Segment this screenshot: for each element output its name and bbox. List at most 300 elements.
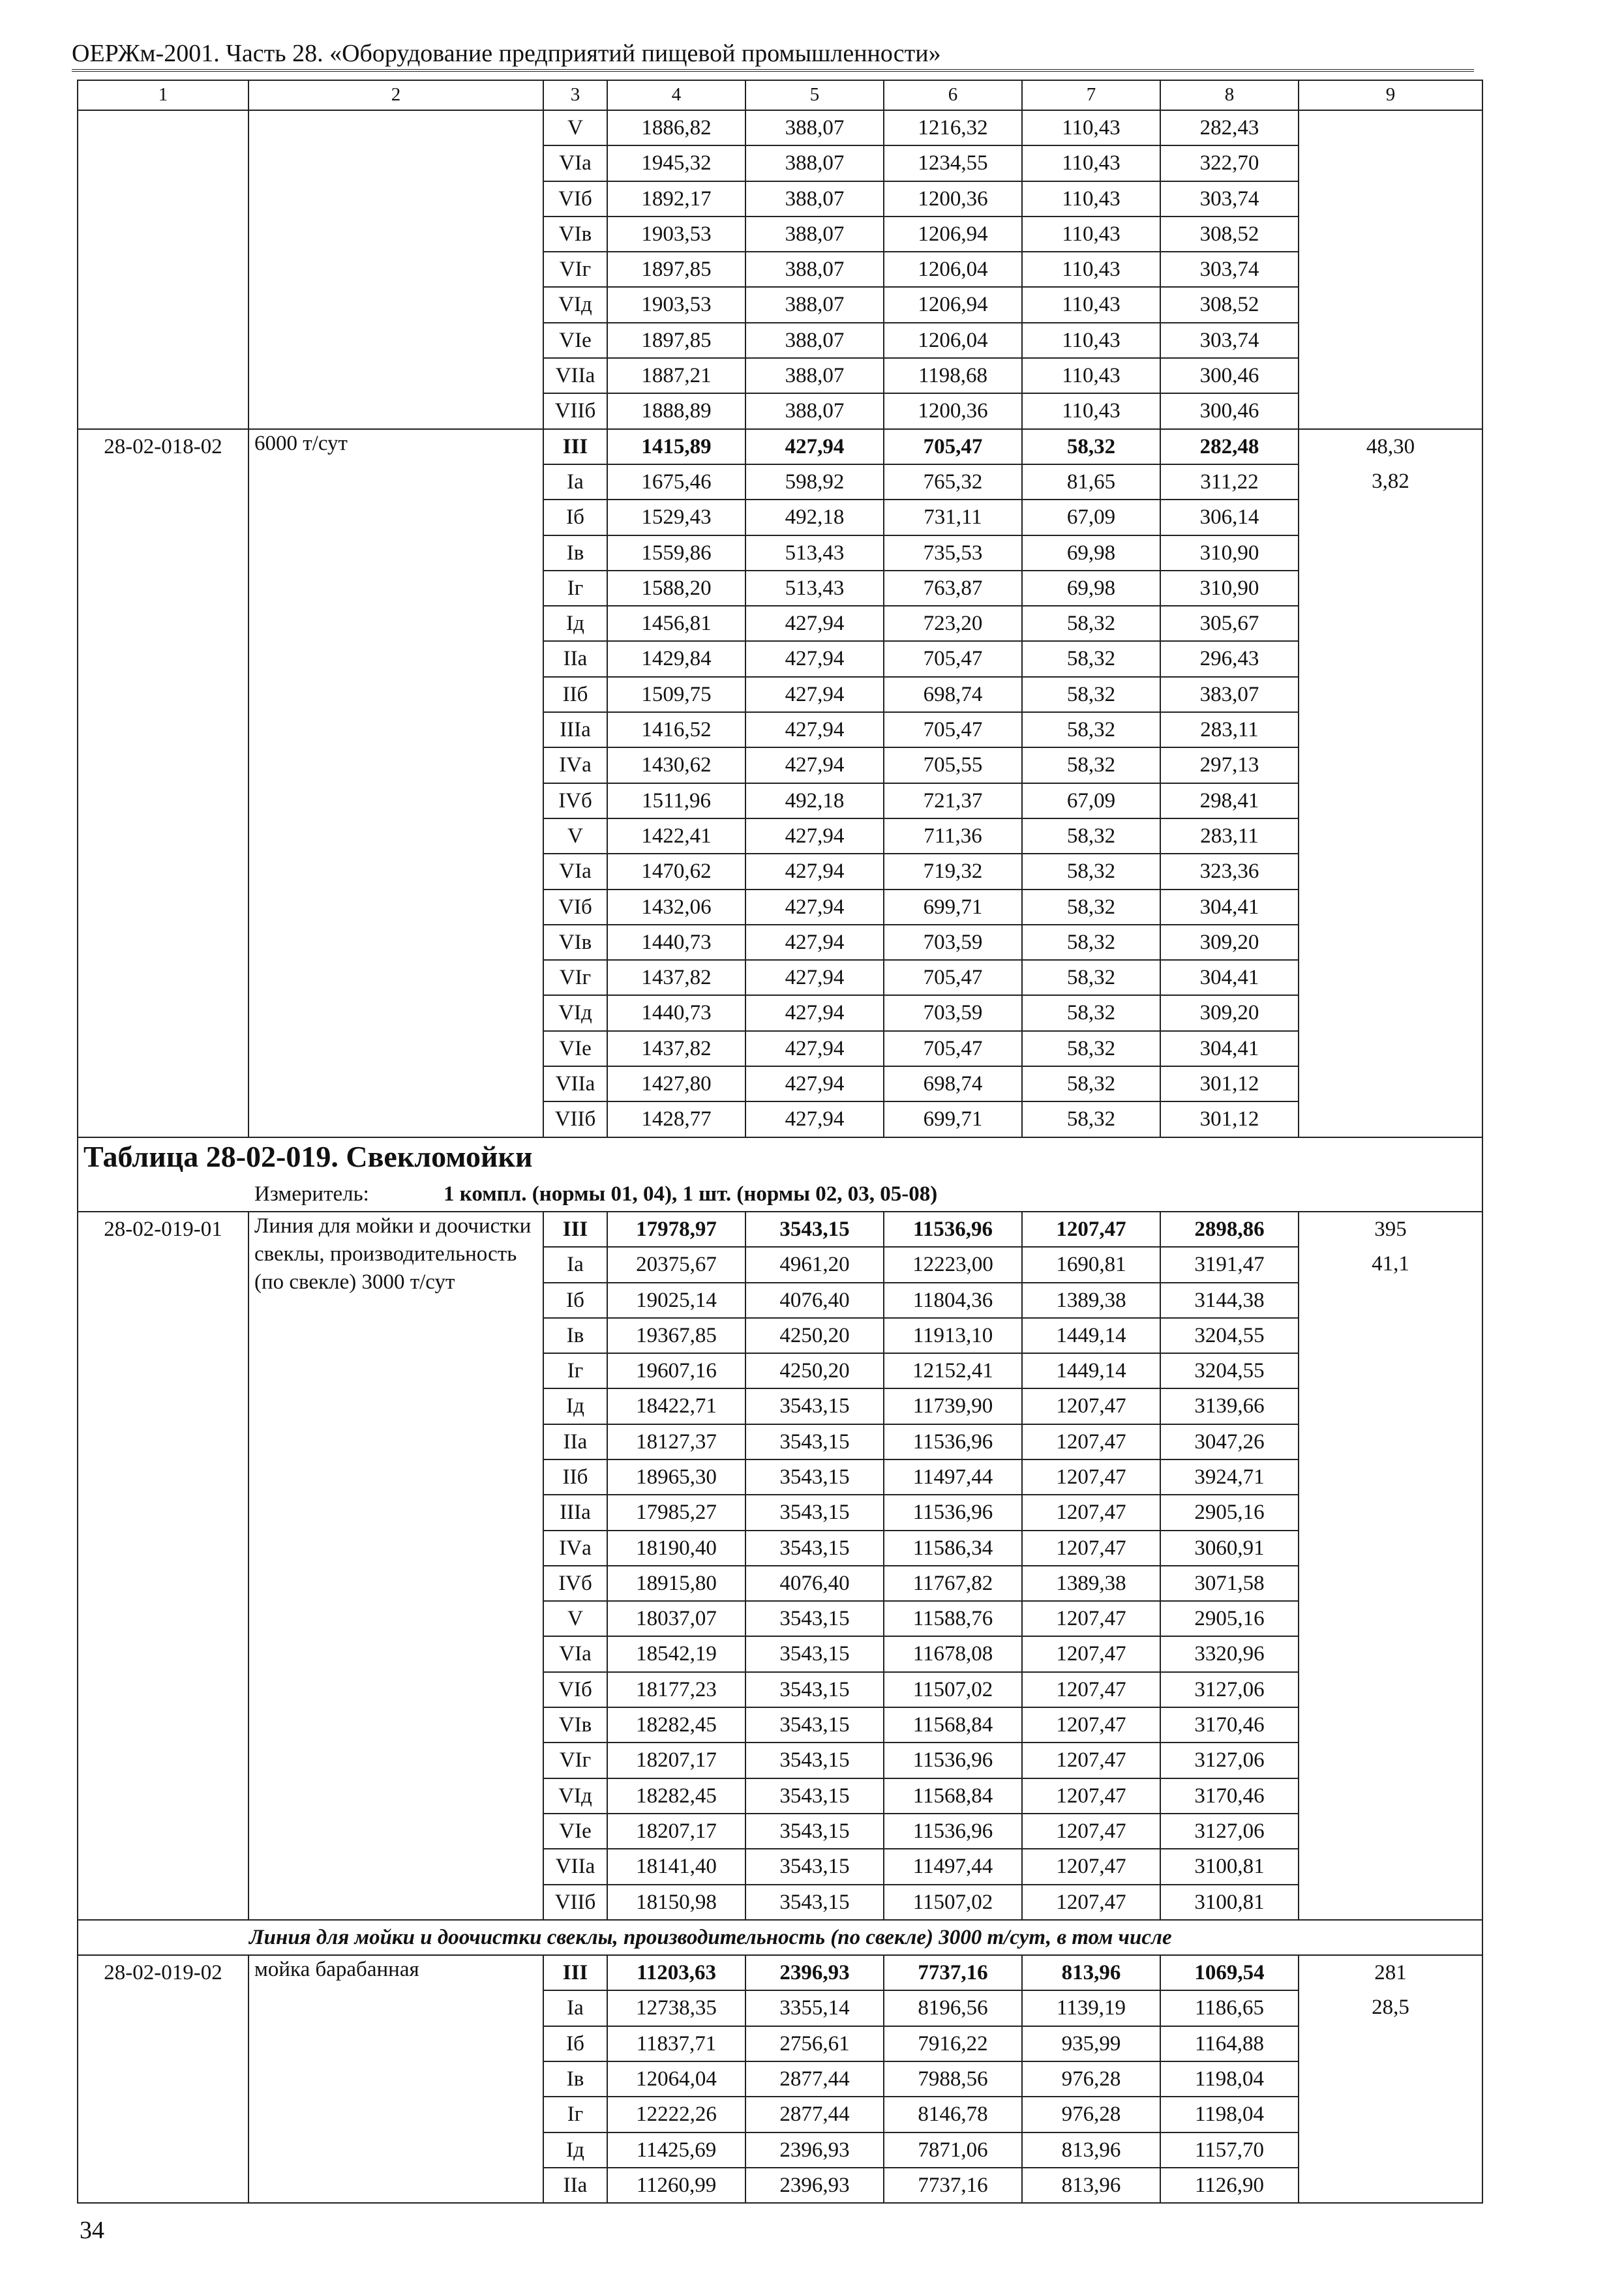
table-cell: 69,98 — [1022, 535, 1160, 571]
table-cell: 308,52 — [1160, 217, 1299, 252]
table-cell: 1207,47 — [1022, 1495, 1160, 1530]
table-cell: 723,20 — [884, 606, 1022, 641]
table-cell: 58,32 — [1022, 677, 1160, 712]
table-cell: 1430,62 — [607, 747, 745, 783]
table-cell: 304,41 — [1160, 890, 1299, 925]
column-number: 9 — [1299, 80, 1482, 110]
table-cell: 3543,15 — [745, 1388, 884, 1424]
column-number: 1 — [78, 80, 248, 110]
table-cell: 58,32 — [1022, 641, 1160, 676]
table-cell: 310,90 — [1160, 535, 1299, 571]
table-cell: 705,47 — [884, 429, 1022, 464]
table-cell: 1903,53 — [607, 217, 745, 252]
table-cell: VIIб — [543, 1101, 607, 1137]
table-cell: 2905,16 — [1160, 1601, 1299, 1636]
table-cell: 1206,04 — [884, 252, 1022, 287]
table-cell: 1206,04 — [884, 323, 1022, 358]
table-cell: 110,43 — [1022, 287, 1160, 322]
table-cell: VIIа — [543, 1849, 607, 1884]
table-cell: IVб — [543, 783, 607, 818]
table-cell: 1415,89 — [607, 429, 745, 464]
table-cell: IIа — [543, 1424, 607, 1459]
table-cell: 1198,04 — [1160, 2097, 1299, 2132]
table-cell: 4076,40 — [745, 1283, 884, 1318]
table-cell: 1069,54 — [1160, 1955, 1299, 1990]
table-cell: 1207,47 — [1022, 1212, 1160, 1247]
table-cell: VIб — [543, 181, 607, 217]
table-cell: 703,59 — [884, 925, 1022, 960]
table-cell: 427,94 — [745, 747, 884, 783]
table-cell: 11536,96 — [884, 1743, 1022, 1778]
table-cell: 309,20 — [1160, 925, 1299, 960]
page-number: 34 — [80, 2217, 104, 2244]
table-cell: VIв — [543, 217, 607, 252]
table-cell: VIд — [543, 1778, 607, 1814]
table-cell: 67,09 — [1022, 500, 1160, 535]
code-cell: 28-02-019-01 — [78, 1212, 248, 1920]
table-cell: 1206,94 — [884, 287, 1022, 322]
table-cell: 303,74 — [1160, 181, 1299, 217]
table-cell: 11260,99 — [607, 2168, 745, 2203]
table-cell: 3071,58 — [1160, 1566, 1299, 1601]
table-cell: 308,52 — [1160, 287, 1299, 322]
table-cell: 1139,19 — [1022, 1990, 1160, 2026]
table-cell: VIг — [543, 1743, 607, 1778]
table-cell: IIIа — [543, 712, 607, 747]
col9-cell: 395 — [1299, 1212, 1482, 1247]
table-cell: 1427,80 — [607, 1066, 745, 1101]
table-cell: 1440,73 — [607, 995, 745, 1030]
table-cell: VIе — [543, 1031, 607, 1066]
page-header: ОЕРЖм-2001. Часть 28. «Оборудование предприятий пищевой промышленности» — [72, 38, 1474, 72]
table-cell: 3543,15 — [745, 1743, 884, 1778]
column-number: 5 — [745, 80, 884, 110]
table-cell: 283,11 — [1160, 818, 1299, 854]
table-cell: 18282,45 — [607, 1707, 745, 1743]
table-cell: 1449,14 — [1022, 1318, 1160, 1353]
table-cell: 935,99 — [1022, 2026, 1160, 2061]
table-cell: 11536,96 — [884, 1495, 1022, 1530]
column-number: 4 — [607, 80, 745, 110]
table-cell: 388,07 — [745, 145, 884, 181]
table-cell: 4961,20 — [745, 1247, 884, 1282]
table-cell: 1207,47 — [1022, 1459, 1160, 1495]
table-cell: 20375,67 — [607, 1247, 745, 1282]
table-cell: 7871,06 — [884, 2132, 1022, 2168]
table-cell: 8196,56 — [884, 1990, 1022, 2026]
table-cell: 388,07 — [745, 323, 884, 358]
table-cell: 3170,46 — [1160, 1707, 1299, 1743]
col9-cell: 41,1 — [1299, 1247, 1482, 1282]
table-cell: Iв — [543, 535, 607, 571]
table-cell: III — [543, 429, 607, 464]
table-cell: 705,47 — [884, 712, 1022, 747]
table-cell: 11678,08 — [884, 1636, 1022, 1671]
column-number: 2 — [248, 80, 543, 110]
name-cell: 6000 т/сут — [248, 429, 543, 1137]
table-cell: 18542,19 — [607, 1636, 745, 1671]
table-cell: 1456,81 — [607, 606, 745, 641]
table-cell: 1437,82 — [607, 960, 745, 995]
code-cell — [78, 110, 248, 429]
table-cell: 12064,04 — [607, 2061, 745, 2097]
table-cell: 3127,06 — [1160, 1814, 1299, 1849]
table-cell: 11507,02 — [884, 1885, 1022, 1920]
table-cell: 388,07 — [745, 358, 884, 393]
table-cell: 69,98 — [1022, 571, 1160, 606]
table-cell: 7737,16 — [884, 2168, 1022, 2203]
table-cell: 1207,47 — [1022, 1743, 1160, 1778]
table-cell: 18177,23 — [607, 1672, 745, 1707]
table-cell: 282,43 — [1160, 110, 1299, 145]
table-cell: 110,43 — [1022, 358, 1160, 393]
table-cell: VIг — [543, 960, 607, 995]
table-cell: 1511,96 — [607, 783, 745, 818]
name-cell: мойка барабанная — [248, 1955, 543, 2203]
table-cell: 388,07 — [745, 252, 884, 287]
rates-table — [77, 80, 1483, 2204]
table-cell: 2756,61 — [745, 2026, 884, 2061]
table-cell: IIа — [543, 641, 607, 676]
table-cell: 18207,17 — [607, 1743, 745, 1778]
table-cell: 1588,20 — [607, 571, 745, 606]
table-cell: 303,74 — [1160, 323, 1299, 358]
table-cell: 18141,40 — [607, 1849, 745, 1884]
table-cell: 1422,41 — [607, 818, 745, 854]
table-row — [78, 110, 1482, 145]
table-cell: 58,32 — [1022, 1031, 1160, 1066]
table-cell: 1200,36 — [884, 181, 1022, 217]
table-cell: 11568,84 — [884, 1778, 1022, 1814]
table-cell: Iб — [543, 1283, 607, 1318]
table-cell: 11913,10 — [884, 1318, 1022, 1353]
table-cell: 311,22 — [1160, 464, 1299, 500]
table-cell: 110,43 — [1022, 323, 1160, 358]
table-cell: 513,43 — [745, 535, 884, 571]
table-cell: VIе — [543, 323, 607, 358]
table-cell: 58,32 — [1022, 960, 1160, 995]
table-cell: VIд — [543, 995, 607, 1030]
table-cell: 3924,71 — [1160, 1459, 1299, 1495]
table-cell: 2898,86 — [1160, 1212, 1299, 1247]
table-cell: 2877,44 — [745, 2097, 884, 2132]
table-cell: 1207,47 — [1022, 1531, 1160, 1566]
table-cell: 310,90 — [1160, 571, 1299, 606]
table-cell: 19607,16 — [607, 1353, 745, 1388]
table-cell: 1887,21 — [607, 358, 745, 393]
table-cell: IVб — [543, 1566, 607, 1601]
table-cell: 11837,71 — [607, 2026, 745, 2061]
table-cell: 765,32 — [884, 464, 1022, 500]
table-cell: 11739,90 — [884, 1388, 1022, 1424]
table-cell: 1234,55 — [884, 145, 1022, 181]
table-cell: 719,32 — [884, 854, 1022, 889]
meter-cell — [78, 1177, 1482, 1212]
table-cell: VIв — [543, 925, 607, 960]
table-cell: IIа — [543, 2168, 607, 2203]
column-number-row — [78, 80, 1482, 110]
table-cell: 3047,26 — [1160, 1424, 1299, 1459]
table-cell: 2877,44 — [745, 2061, 884, 2097]
table-cell: 58,32 — [1022, 854, 1160, 889]
table-cell: VIв — [543, 1707, 607, 1743]
table-cell: 2396,93 — [745, 2168, 884, 2203]
table-cell: 7737,16 — [884, 1955, 1022, 1990]
table-cell: 3543,15 — [745, 1778, 884, 1814]
table-cell: 3543,15 — [745, 1212, 884, 1247]
table-cell: 18190,40 — [607, 1531, 745, 1566]
table-cell: 1416,52 — [607, 712, 745, 747]
table-cell: 18422,71 — [607, 1388, 745, 1424]
table-cell: 3355,14 — [745, 1990, 884, 2026]
table-cell: 427,94 — [745, 995, 884, 1030]
table-cell: 2905,16 — [1160, 1495, 1299, 1530]
table-cell: 297,13 — [1160, 747, 1299, 783]
section-title: Таблица 28-02-019. Свекломойки — [78, 1137, 1482, 1177]
table-cell: 301,12 — [1160, 1101, 1299, 1137]
meter-row — [78, 1177, 1482, 1212]
table-cell: 427,94 — [745, 1031, 884, 1066]
table-cell: 513,43 — [745, 571, 884, 606]
table-cell: 427,94 — [745, 890, 884, 925]
table-cell: III — [543, 1212, 607, 1247]
table-cell: 1207,47 — [1022, 1814, 1160, 1849]
table-cell: 492,18 — [745, 500, 884, 535]
code-cell: 28-02-019-02 — [78, 1955, 248, 2203]
name-cell: Линия для мойки и доочистки свеклы, производительность (по свекле) 3000 т/сут — [248, 1212, 543, 1920]
table-cell: 58,32 — [1022, 995, 1160, 1030]
table-cell: 12738,35 — [607, 1990, 745, 2026]
col9-cell: 28,5 — [1299, 1990, 1482, 2026]
table-cell: 58,32 — [1022, 1101, 1160, 1137]
table-cell: 300,46 — [1160, 393, 1299, 428]
table-cell: 1529,43 — [607, 500, 745, 535]
table-cell: 1207,47 — [1022, 1885, 1160, 1920]
table-cell: 17985,27 — [607, 1495, 745, 1530]
table-cell: V — [543, 110, 607, 145]
table-cell: 705,55 — [884, 747, 1022, 783]
table-cell: 721,37 — [884, 783, 1022, 818]
table-cell: 18207,17 — [607, 1814, 745, 1849]
table-cell: 1206,94 — [884, 217, 1022, 252]
column-number: 6 — [884, 80, 1022, 110]
table-cell: Iв — [543, 1318, 607, 1353]
meter-label: Измеритель: — [254, 1182, 369, 1206]
table-cell: 1449,14 — [1022, 1353, 1160, 1388]
table-cell: VIIа — [543, 1066, 607, 1101]
table-cell: III — [543, 1955, 607, 1990]
table-cell: 711,36 — [884, 818, 1022, 854]
table-cell: 1892,17 — [607, 181, 745, 217]
table-cell: 11588,76 — [884, 1601, 1022, 1636]
table-cell: 735,53 — [884, 535, 1022, 571]
table-cell: 3191,47 — [1160, 1247, 1299, 1282]
table-cell: 3170,46 — [1160, 1778, 1299, 1814]
table-cell: 698,74 — [884, 1066, 1022, 1101]
table-cell: 1207,47 — [1022, 1388, 1160, 1424]
table-cell: 3543,15 — [745, 1424, 884, 1459]
table-cell: 4250,20 — [745, 1318, 884, 1353]
table-cell: V — [543, 818, 607, 854]
table-cell: 11536,96 — [884, 1814, 1022, 1849]
table-cell: 11497,44 — [884, 1849, 1022, 1884]
table-cell: 110,43 — [1022, 110, 1160, 145]
table-cell: 58,32 — [1022, 925, 1160, 960]
table-cell: 3100,81 — [1160, 1849, 1299, 1884]
table-cell: 110,43 — [1022, 217, 1160, 252]
table-cell: 388,07 — [745, 217, 884, 252]
table-cell: 3204,55 — [1160, 1318, 1299, 1353]
table-cell: 322,70 — [1160, 145, 1299, 181]
table-cell: 1437,82 — [607, 1031, 745, 1066]
table-cell: 81,65 — [1022, 464, 1160, 500]
table-cell: Iа — [543, 1247, 607, 1282]
table-cell: 58,32 — [1022, 747, 1160, 783]
table-cell: 18282,45 — [607, 1778, 745, 1814]
table-cell: 3543,15 — [745, 1672, 884, 1707]
table-cell: 282,48 — [1160, 429, 1299, 464]
table-cell: Iг — [543, 571, 607, 606]
col9-cell — [1299, 500, 1482, 1137]
table-cell: 705,47 — [884, 1031, 1022, 1066]
table-cell: 427,94 — [745, 818, 884, 854]
table-cell: 110,43 — [1022, 252, 1160, 287]
table-cell: 1164,88 — [1160, 2026, 1299, 2061]
column-number: 3 — [543, 80, 607, 110]
col9-cell — [1299, 1283, 1482, 1920]
table-cell: VIб — [543, 1672, 607, 1707]
table-cell: 598,92 — [745, 464, 884, 500]
table-cell: 705,47 — [884, 960, 1022, 995]
table-cell: 427,94 — [745, 606, 884, 641]
table-cell: Iв — [543, 2061, 607, 2097]
table-cell: 12222,26 — [607, 2097, 745, 2132]
table-cell: 11568,84 — [884, 1707, 1022, 1743]
table-cell: 1470,62 — [607, 854, 745, 889]
table-cell: 427,94 — [745, 1101, 884, 1137]
table-cell: 1207,47 — [1022, 1778, 1160, 1814]
table-cell: 110,43 — [1022, 393, 1160, 428]
table-cell: 3543,15 — [745, 1707, 884, 1743]
table-cell: Iг — [543, 1353, 607, 1388]
table-cell: 58,32 — [1022, 1066, 1160, 1101]
table-cell: 1186,65 — [1160, 1990, 1299, 2026]
table-cell: 1207,47 — [1022, 1672, 1160, 1707]
col9-cell: 281 — [1299, 1955, 1482, 1990]
table-cell: 1559,86 — [607, 535, 745, 571]
table-cell: VIIб — [543, 1885, 607, 1920]
table-cell: 304,41 — [1160, 1031, 1299, 1066]
section-title-row — [78, 1137, 1482, 1177]
table-cell: 11536,96 — [884, 1212, 1022, 1247]
table-cell: 1945,32 — [607, 145, 745, 181]
table-cell: 1886,82 — [607, 110, 745, 145]
table-cell: 3543,15 — [745, 1459, 884, 1495]
table-cell: 703,59 — [884, 995, 1022, 1030]
table-cell: 18965,30 — [607, 1459, 745, 1495]
table-row — [78, 429, 1482, 464]
table-cell: 1888,89 — [607, 393, 745, 428]
table-cell: 3543,15 — [745, 1885, 884, 1920]
table-cell: 301,12 — [1160, 1066, 1299, 1101]
table-cell: 18037,07 — [607, 1601, 745, 1636]
table-cell: 1157,70 — [1160, 2132, 1299, 2168]
table-cell: 19367,85 — [607, 1318, 745, 1353]
table-cell: 976,28 — [1022, 2061, 1160, 2097]
table-cell: 4076,40 — [745, 1566, 884, 1601]
table-cell: 1897,85 — [607, 323, 745, 358]
table-cell: 304,41 — [1160, 960, 1299, 995]
table-cell: V — [543, 1601, 607, 1636]
table-cell: 11804,36 — [884, 1283, 1022, 1318]
table-cell: IVа — [543, 747, 607, 783]
col9-cell: 3,82 — [1299, 464, 1482, 500]
table-cell: Iд — [543, 1388, 607, 1424]
table-cell: 699,71 — [884, 1101, 1022, 1137]
table-cell: 813,96 — [1022, 2132, 1160, 2168]
table-cell: Iб — [543, 2026, 607, 2061]
table-cell: 303,74 — [1160, 252, 1299, 287]
table-cell: Iд — [543, 2132, 607, 2168]
table-cell: 813,96 — [1022, 2168, 1160, 2203]
table-cell: Iг — [543, 2097, 607, 2132]
table-row — [78, 1212, 1482, 1247]
table-cell: VIа — [543, 145, 607, 181]
table-cell: 1216,32 — [884, 110, 1022, 145]
table-cell: VIг — [543, 252, 607, 287]
table-cell: 58,32 — [1022, 606, 1160, 641]
table-cell: IIб — [543, 677, 607, 712]
table-cell: 58,32 — [1022, 890, 1160, 925]
column-number: 8 — [1160, 80, 1299, 110]
subheader-row — [78, 1920, 1482, 1955]
table-cell: 3060,91 — [1160, 1531, 1299, 1566]
table-cell: 296,43 — [1160, 641, 1299, 676]
table-cell: 7988,56 — [884, 2061, 1022, 2097]
table-cell: 300,46 — [1160, 358, 1299, 393]
column-number: 7 — [1022, 80, 1160, 110]
table-cell: VIа — [543, 854, 607, 889]
name-cell — [248, 110, 543, 429]
table-cell: 18150,98 — [607, 1885, 745, 1920]
table-cell: 309,20 — [1160, 995, 1299, 1030]
table-cell: 4250,20 — [745, 1353, 884, 1388]
table-cell: 1200,36 — [884, 393, 1022, 428]
table-cell: Iд — [543, 606, 607, 641]
table-cell: 1432,06 — [607, 890, 745, 925]
table-cell: 3320,96 — [1160, 1636, 1299, 1671]
table-cell: 18915,80 — [607, 1566, 745, 1601]
table-cell: VIд — [543, 287, 607, 322]
col9-cell: 48,30 — [1299, 429, 1482, 464]
table-cell: 11767,82 — [884, 1566, 1022, 1601]
table-cell: 1126,90 — [1160, 2168, 1299, 2203]
table-cell: 1207,47 — [1022, 1849, 1160, 1884]
table-cell: 110,43 — [1022, 181, 1160, 217]
table-cell: 283,11 — [1160, 712, 1299, 747]
table-cell: 3543,15 — [745, 1531, 884, 1566]
table-cell: 1389,38 — [1022, 1566, 1160, 1601]
table-cell: VIе — [543, 1814, 607, 1849]
table-cell: 3100,81 — [1160, 1885, 1299, 1920]
table-cell: 3543,15 — [745, 1636, 884, 1671]
table-cell: 1207,47 — [1022, 1424, 1160, 1459]
code-cell: 28-02-018-02 — [78, 429, 248, 1137]
table-cell: 58,32 — [1022, 712, 1160, 747]
table-cell: 110,43 — [1022, 145, 1160, 181]
table-cell: 427,94 — [745, 960, 884, 995]
table-cell: 388,07 — [745, 110, 884, 145]
